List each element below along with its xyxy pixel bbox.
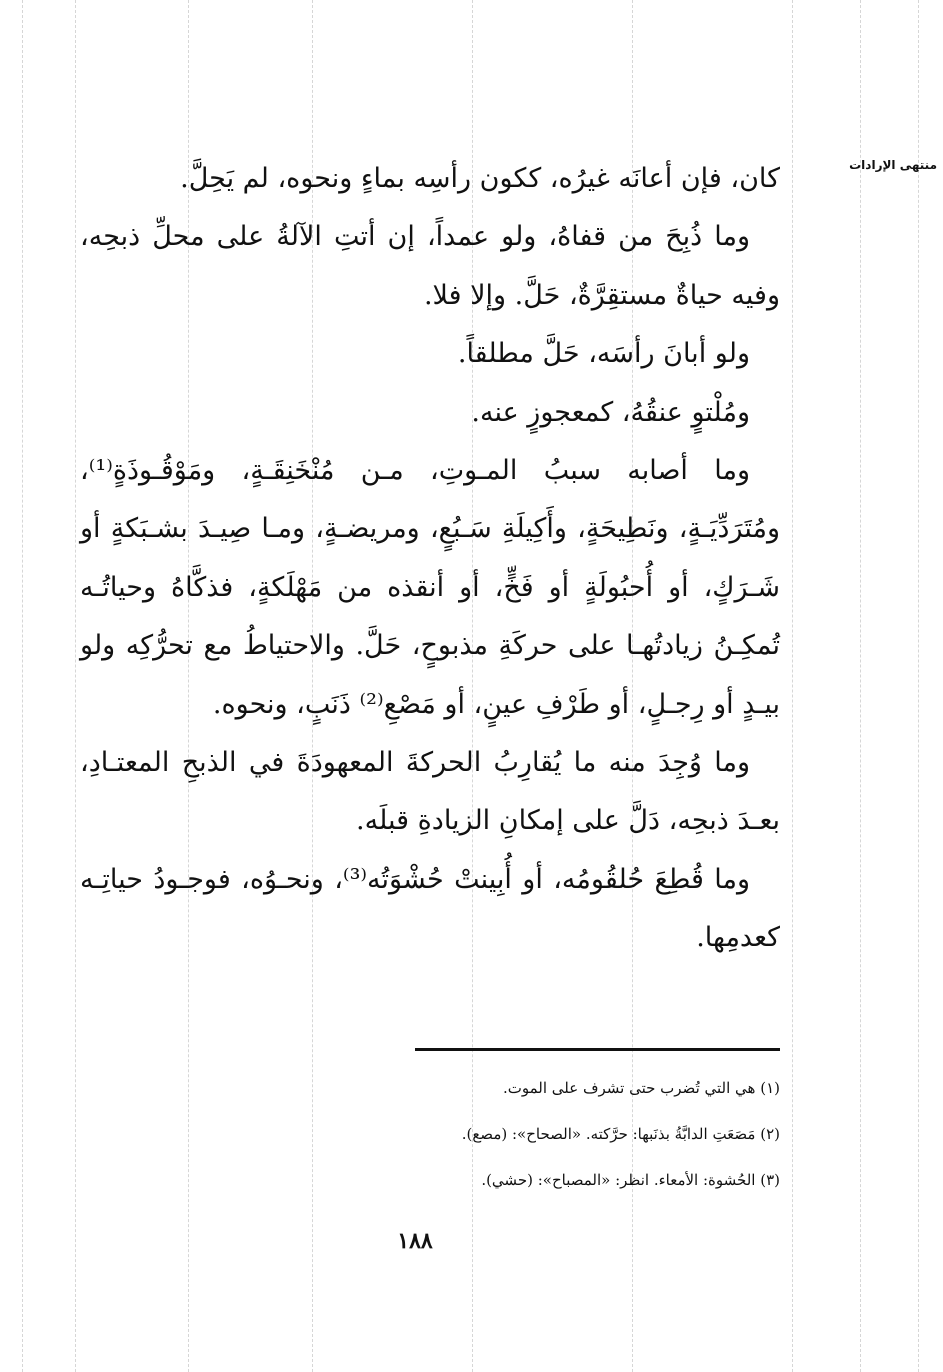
page-number: ١٨٨ xyxy=(397,1228,433,1254)
paragraph: ومُلْتوٍ عنقُهُ، كمعجوزٍ عنه. xyxy=(471,396,750,428)
guide-line xyxy=(918,0,919,1372)
footnote-divider xyxy=(415,1048,780,1051)
paragraph: كان، فإن أعانَه غيرُه، ككون رأسِه بماءٍ ونحوه، لم يَحِلَّ. xyxy=(180,163,780,194)
footnote: (١) هي التي تُضرب حتى تشرف على الموت. xyxy=(502,1079,780,1097)
footnote: (٣) الحُشوة: الأمعاء. انظر: «المصباح»: (حشي). xyxy=(481,1171,780,1189)
guide-line xyxy=(22,0,23,1372)
paragraph: وما قُطِعَ حُلقُومُه، أو أُبِينتْ حُشْوَتُه⁽³⁾، ونحـوُه، فوجـودُ حياتِـه كعدمِها. xyxy=(80,863,780,954)
main-text xyxy=(80,150,780,968)
guide-line xyxy=(75,0,76,1372)
guide-line xyxy=(860,0,861,1372)
guide-line xyxy=(792,0,793,1372)
paragraph: ولو أبانَ رأسَه، حَلَّ مطلقاً. xyxy=(457,338,750,370)
footnotes xyxy=(80,1065,780,1203)
paragraph: وما وُجِدَ منه ما يُقارِبُ الحركةَ المعهودَةَ في الذبحِ المعتـادِ، بعـدَ ذبحِه، دَلَّ على إمكانِ الزيادةِ قبلَه. xyxy=(80,747,780,837)
footnote: (٢) مَصَعَتِ الدابَّةُ بذنَبها: حرَّكته. «الصحاح»: (مصع). xyxy=(461,1125,780,1143)
book-page xyxy=(80,150,780,1270)
running-header: منتهى الإرادات xyxy=(849,158,937,172)
paragraph: وما ذُبِحَ من قفاهُ، ولو عمداً، إن أتتِ الآلةُ على محلِّ ذبحِه، وفيه حياةٌ مستقِرَّةٌ، حَلَّ. وإلا فلا. xyxy=(80,221,780,311)
paragraph: وما أصابه سببُ المـوتِ، مـن مُنْخَنِقَـةٍ، ومَوْقُـوذَةٍ⁽¹⁾، ومُتَرَدِّيَـةٍ، ونَطِيحَةٍ، وأَكِيلَةِ سَـبُعٍ، ومريضـةٍ، ومـا صِيـدَ بشـبَكةٍ أو شَـرَكٍ، أو أُحبُولَةٍ أو فَخٍّ، أو أنقذه من مَهْلَكةٍ، فذكَّاهُ وحياتُـه تُمكِـنُ زيادتُهـا على حركَةِ مذبوحٍ، حَلَّ. والاحتياطُ مع تحرُّكِه ولو بيـدٍ أو رِجـلٍ، أو طَرْفِ عينٍ، أو مَصْعِ⁽²⁾ ذَنَبٍ، ونحوه. xyxy=(80,455,780,720)
